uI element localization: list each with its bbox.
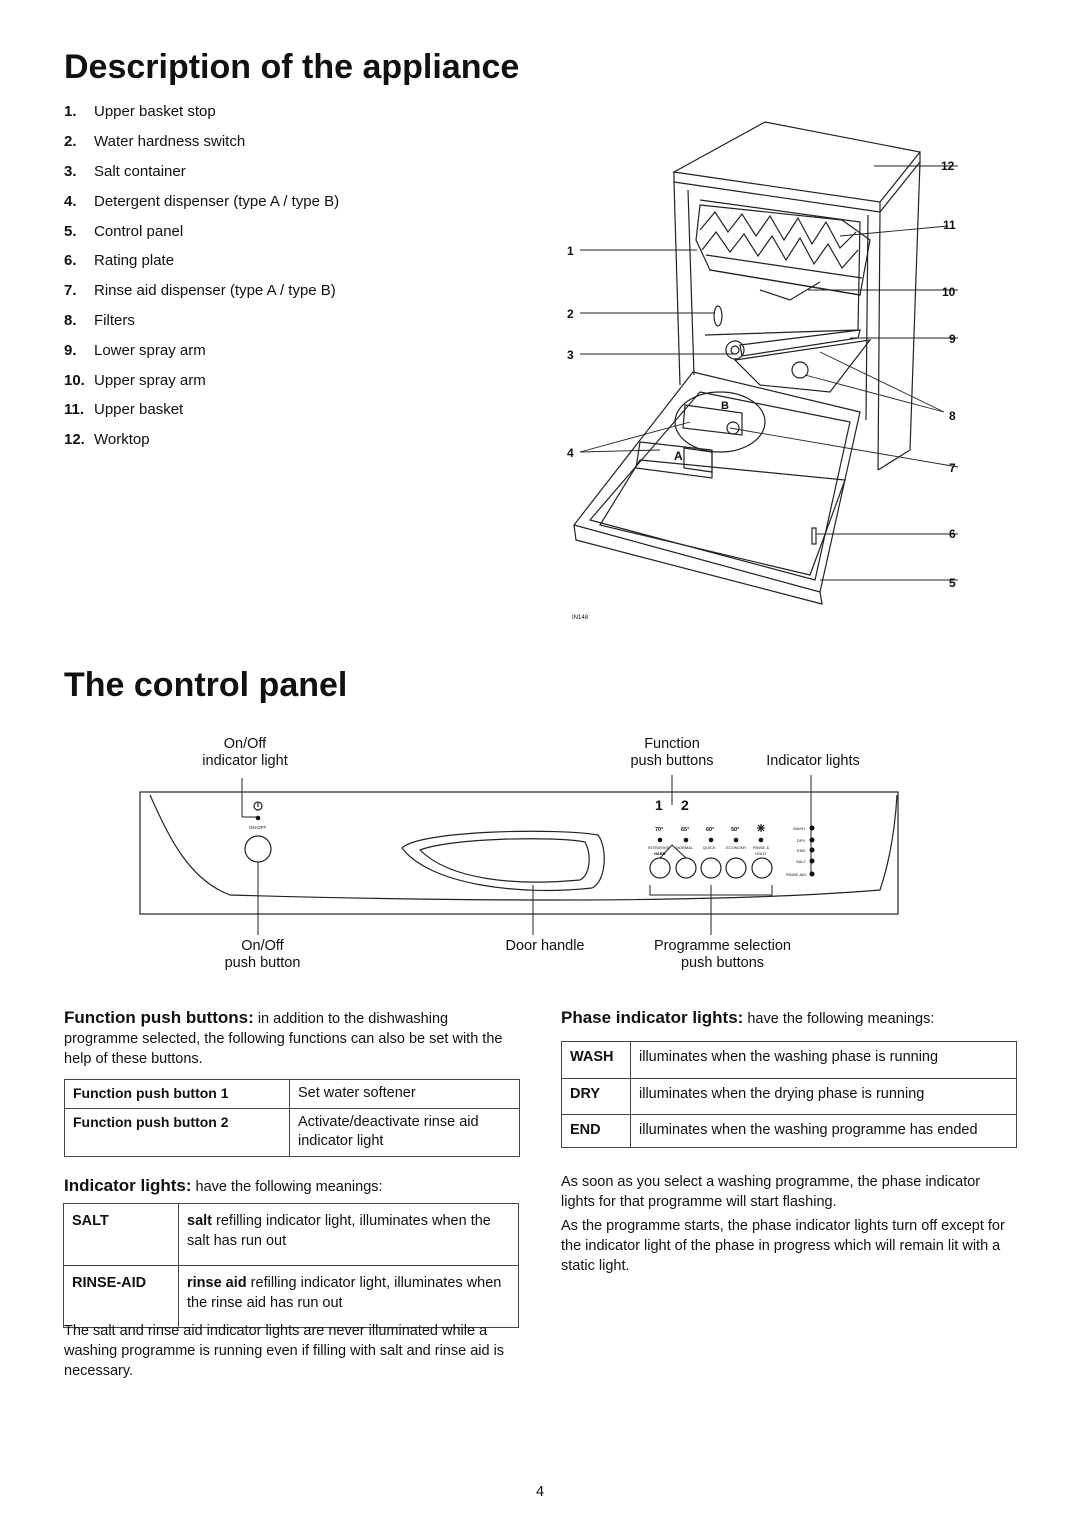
phase-heading-rest: have the following meanings: bbox=[747, 1011, 935, 1027]
description: refilling indicator light, illuminates when the salt has run out bbox=[187, 1213, 491, 1249]
function-body: programme selected, the following functions can also be set with the help of these buttons. bbox=[64, 1031, 503, 1067]
function-heading: Function push buttons: bbox=[64, 1008, 254, 1027]
door-handle-label: Door handle bbox=[505, 938, 585, 954]
item-label: Control panel bbox=[94, 222, 184, 240]
callout-12: 12 bbox=[941, 159, 955, 173]
label-line: On/Off bbox=[223, 736, 267, 752]
phase-heading: Phase indicator lights: bbox=[561, 1008, 744, 1027]
parts-list bbox=[64, 97, 504, 455]
label-line: Function bbox=[644, 736, 700, 752]
table-cell bbox=[179, 1204, 519, 1266]
item-number: 3. bbox=[64, 162, 77, 180]
table-row bbox=[562, 1078, 1017, 1115]
list-item bbox=[64, 157, 504, 187]
programme-label: INTENSIVE bbox=[648, 845, 670, 850]
programme-button[interactable] bbox=[650, 858, 670, 878]
label-line: indicator light bbox=[202, 753, 288, 769]
callout-1: 1 bbox=[567, 244, 574, 258]
list-item bbox=[64, 425, 504, 455]
table-cell: WASH bbox=[562, 1042, 631, 1079]
callout-10: 10 bbox=[942, 285, 956, 299]
indicator-light bbox=[810, 872, 815, 877]
upper-basket-shape bbox=[696, 205, 870, 295]
callout-4: 4 bbox=[567, 446, 574, 460]
table-cell bbox=[179, 1266, 519, 1328]
label-line: push button bbox=[224, 955, 301, 971]
callout-8: 8 bbox=[949, 409, 956, 423]
onoff-indicator-light bbox=[256, 816, 261, 821]
function-section bbox=[64, 1008, 520, 1157]
item-label: Water hardness switch bbox=[94, 133, 246, 151]
item-number: 11. bbox=[64, 401, 85, 419]
table-cell: Function push button 2 bbox=[65, 1108, 290, 1156]
section-title-control-panel: The control panel bbox=[64, 666, 348, 704]
fn-button-1-number: 1 bbox=[655, 797, 663, 813]
callout-11: 11 bbox=[943, 218, 956, 232]
callout-7: 7 bbox=[949, 461, 956, 475]
item-label: Filters bbox=[94, 311, 135, 329]
label-a: A bbox=[674, 449, 683, 463]
item-number: 9. bbox=[64, 341, 77, 359]
item-label: Rinse aid dispenser (type A / type B) bbox=[94, 282, 336, 300]
programme-label: QUICK bbox=[703, 845, 716, 850]
callout-6: 6 bbox=[949, 527, 956, 541]
programme-label: NORMAL bbox=[676, 845, 694, 850]
table-cell: RINSE-AID bbox=[64, 1266, 179, 1328]
callout-9: 9 bbox=[949, 332, 956, 346]
phase-heading-line bbox=[561, 1008, 1017, 1029]
indicator-table bbox=[63, 1203, 519, 1328]
programme-label: RINSE & bbox=[753, 845, 770, 850]
list-item bbox=[64, 395, 504, 425]
item-number: 7. bbox=[64, 282, 77, 300]
table-row bbox=[64, 1266, 519, 1328]
onoff-light-label bbox=[180, 736, 310, 770]
indicator-heading-line bbox=[64, 1176, 520, 1197]
item-number: 12. bbox=[64, 431, 85, 449]
item-label: Lower spray arm bbox=[94, 341, 206, 359]
indicator-print: RINSE-AID bbox=[786, 872, 807, 877]
list-item bbox=[64, 97, 504, 127]
section-title-description: Description of the appliance bbox=[64, 48, 520, 86]
indicator-heading-rest: have the following meanings: bbox=[195, 1179, 383, 1195]
list-item bbox=[64, 186, 504, 216]
phase-paragraph-1: As soon as you select a washing programme, the phase indicator lights for that programme will start flashing. bbox=[561, 1174, 981, 1210]
item-label: Salt container bbox=[94, 162, 186, 180]
indicator-light bbox=[810, 859, 815, 864]
table-row bbox=[65, 1080, 520, 1109]
bold-term: salt bbox=[187, 1213, 212, 1229]
item-number: 10. bbox=[64, 371, 85, 389]
door-shape bbox=[574, 372, 860, 592]
programme-label: HOLD bbox=[755, 851, 767, 856]
indicator-heading: Indicator lights: bbox=[64, 1176, 192, 1195]
label-line: On/Off bbox=[241, 938, 284, 954]
item-label: Worktop bbox=[94, 431, 150, 449]
onoff-print: ON-OFF bbox=[249, 825, 267, 830]
table-cell: Set water softener bbox=[290, 1080, 520, 1109]
item-number: 4. bbox=[64, 192, 77, 210]
panel-curve bbox=[150, 795, 897, 900]
label-line: push buttons bbox=[630, 753, 714, 769]
label-line: Programme selection bbox=[654, 938, 791, 954]
programme-label: HARD bbox=[654, 851, 666, 856]
item-label: Detergent dispenser (type A / type B) bbox=[94, 192, 340, 210]
table-cell: illuminates when the drying phase is running bbox=[631, 1078, 1017, 1115]
figure-code: IN148 bbox=[572, 615, 589, 621]
fn-button-2-number: 2 bbox=[681, 797, 689, 813]
indicator-light bbox=[810, 838, 815, 843]
list-item bbox=[64, 365, 504, 395]
list-item bbox=[64, 127, 504, 157]
onoff-button-label bbox=[200, 938, 325, 972]
table-cell: Activate/deactivate rinse aid indicator light bbox=[290, 1108, 520, 1156]
list-item bbox=[64, 246, 504, 276]
table-row bbox=[65, 1108, 520, 1156]
list-item bbox=[64, 216, 504, 246]
table-cell: Function push button 1 bbox=[65, 1080, 290, 1109]
table-row bbox=[64, 1204, 519, 1266]
function-buttons-label bbox=[612, 736, 732, 770]
item-label: Rating plate bbox=[94, 252, 175, 270]
worktop-shape bbox=[674, 122, 920, 202]
table-cell: END bbox=[562, 1115, 631, 1148]
indicator-note: The salt and rinse aid indicator lights are never illuminated while a washing programme is running even if filling with salt and rinse aid is necessary. bbox=[64, 1323, 505, 1379]
bold-term: rinse aid bbox=[187, 1275, 247, 1292]
table-cell: illuminates when the washing programme has ended bbox=[631, 1115, 1017, 1148]
temp-label: 65° bbox=[681, 827, 690, 833]
table-cell: DRY bbox=[562, 1078, 631, 1115]
item-label: Upper basket stop bbox=[94, 103, 216, 121]
temp-label: 60° bbox=[706, 827, 715, 833]
programme-button[interactable] bbox=[752, 858, 772, 878]
programme-button[interactable] bbox=[726, 858, 746, 878]
description: refilling indicator light, illuminates when the rinse aid has run out bbox=[187, 1275, 502, 1311]
table-row bbox=[562, 1042, 1017, 1079]
label-line: push buttons bbox=[680, 955, 765, 971]
item-number: 6. bbox=[64, 252, 77, 270]
control-panel-diagram bbox=[130, 770, 920, 940]
table-row bbox=[562, 1115, 1017, 1148]
temp-label: 50° bbox=[731, 827, 740, 833]
function-table bbox=[64, 1079, 520, 1157]
list-item bbox=[64, 306, 504, 336]
programme-button[interactable] bbox=[676, 858, 696, 878]
programme-selection-label bbox=[630, 938, 815, 972]
item-number: 1. bbox=[64, 103, 77, 121]
list-item bbox=[64, 335, 504, 365]
callout-2: 2 bbox=[567, 307, 574, 321]
temp-label: 70° bbox=[655, 827, 664, 833]
label-b: B bbox=[721, 400, 729, 412]
onoff-button[interactable] bbox=[245, 836, 271, 862]
indicator-print: DRY bbox=[797, 838, 806, 843]
phase-table bbox=[561, 1041, 1017, 1148]
indicator-light bbox=[810, 826, 815, 831]
indicator-light bbox=[810, 848, 815, 853]
table-cell: SALT bbox=[64, 1204, 179, 1266]
item-label: Upper spray arm bbox=[94, 371, 206, 389]
callout-3: 3 bbox=[567, 348, 574, 362]
phase-paragraph-2: As the programme starts, the phase indicator lights turn off except for the indicator light of the phase in progress which will remain lit with a static light. bbox=[561, 1218, 1005, 1274]
indicator-print: SALT bbox=[796, 859, 806, 864]
function-heading-rest: in addition to the dishwashing bbox=[257, 1011, 449, 1027]
programme-button[interactable] bbox=[701, 858, 721, 878]
indicator-lights-label: Indicator lights bbox=[766, 753, 860, 769]
item-number: 8. bbox=[64, 311, 77, 329]
dishwasher-diagram bbox=[540, 110, 980, 630]
table-cell: illuminates when the washing phase is running bbox=[631, 1042, 1017, 1079]
page-number: 4 bbox=[535, 1484, 545, 1500]
item-label: Upper basket bbox=[94, 401, 184, 419]
callout-5: 5 bbox=[949, 576, 956, 590]
programme-label: ECONOMY bbox=[726, 845, 747, 850]
indicator-print: WASH bbox=[793, 826, 805, 831]
list-item bbox=[64, 276, 504, 306]
item-number: 2. bbox=[64, 133, 77, 151]
item-number: 5. bbox=[64, 222, 77, 240]
sun-icon bbox=[757, 824, 765, 832]
indicator-print: END bbox=[797, 848, 806, 853]
